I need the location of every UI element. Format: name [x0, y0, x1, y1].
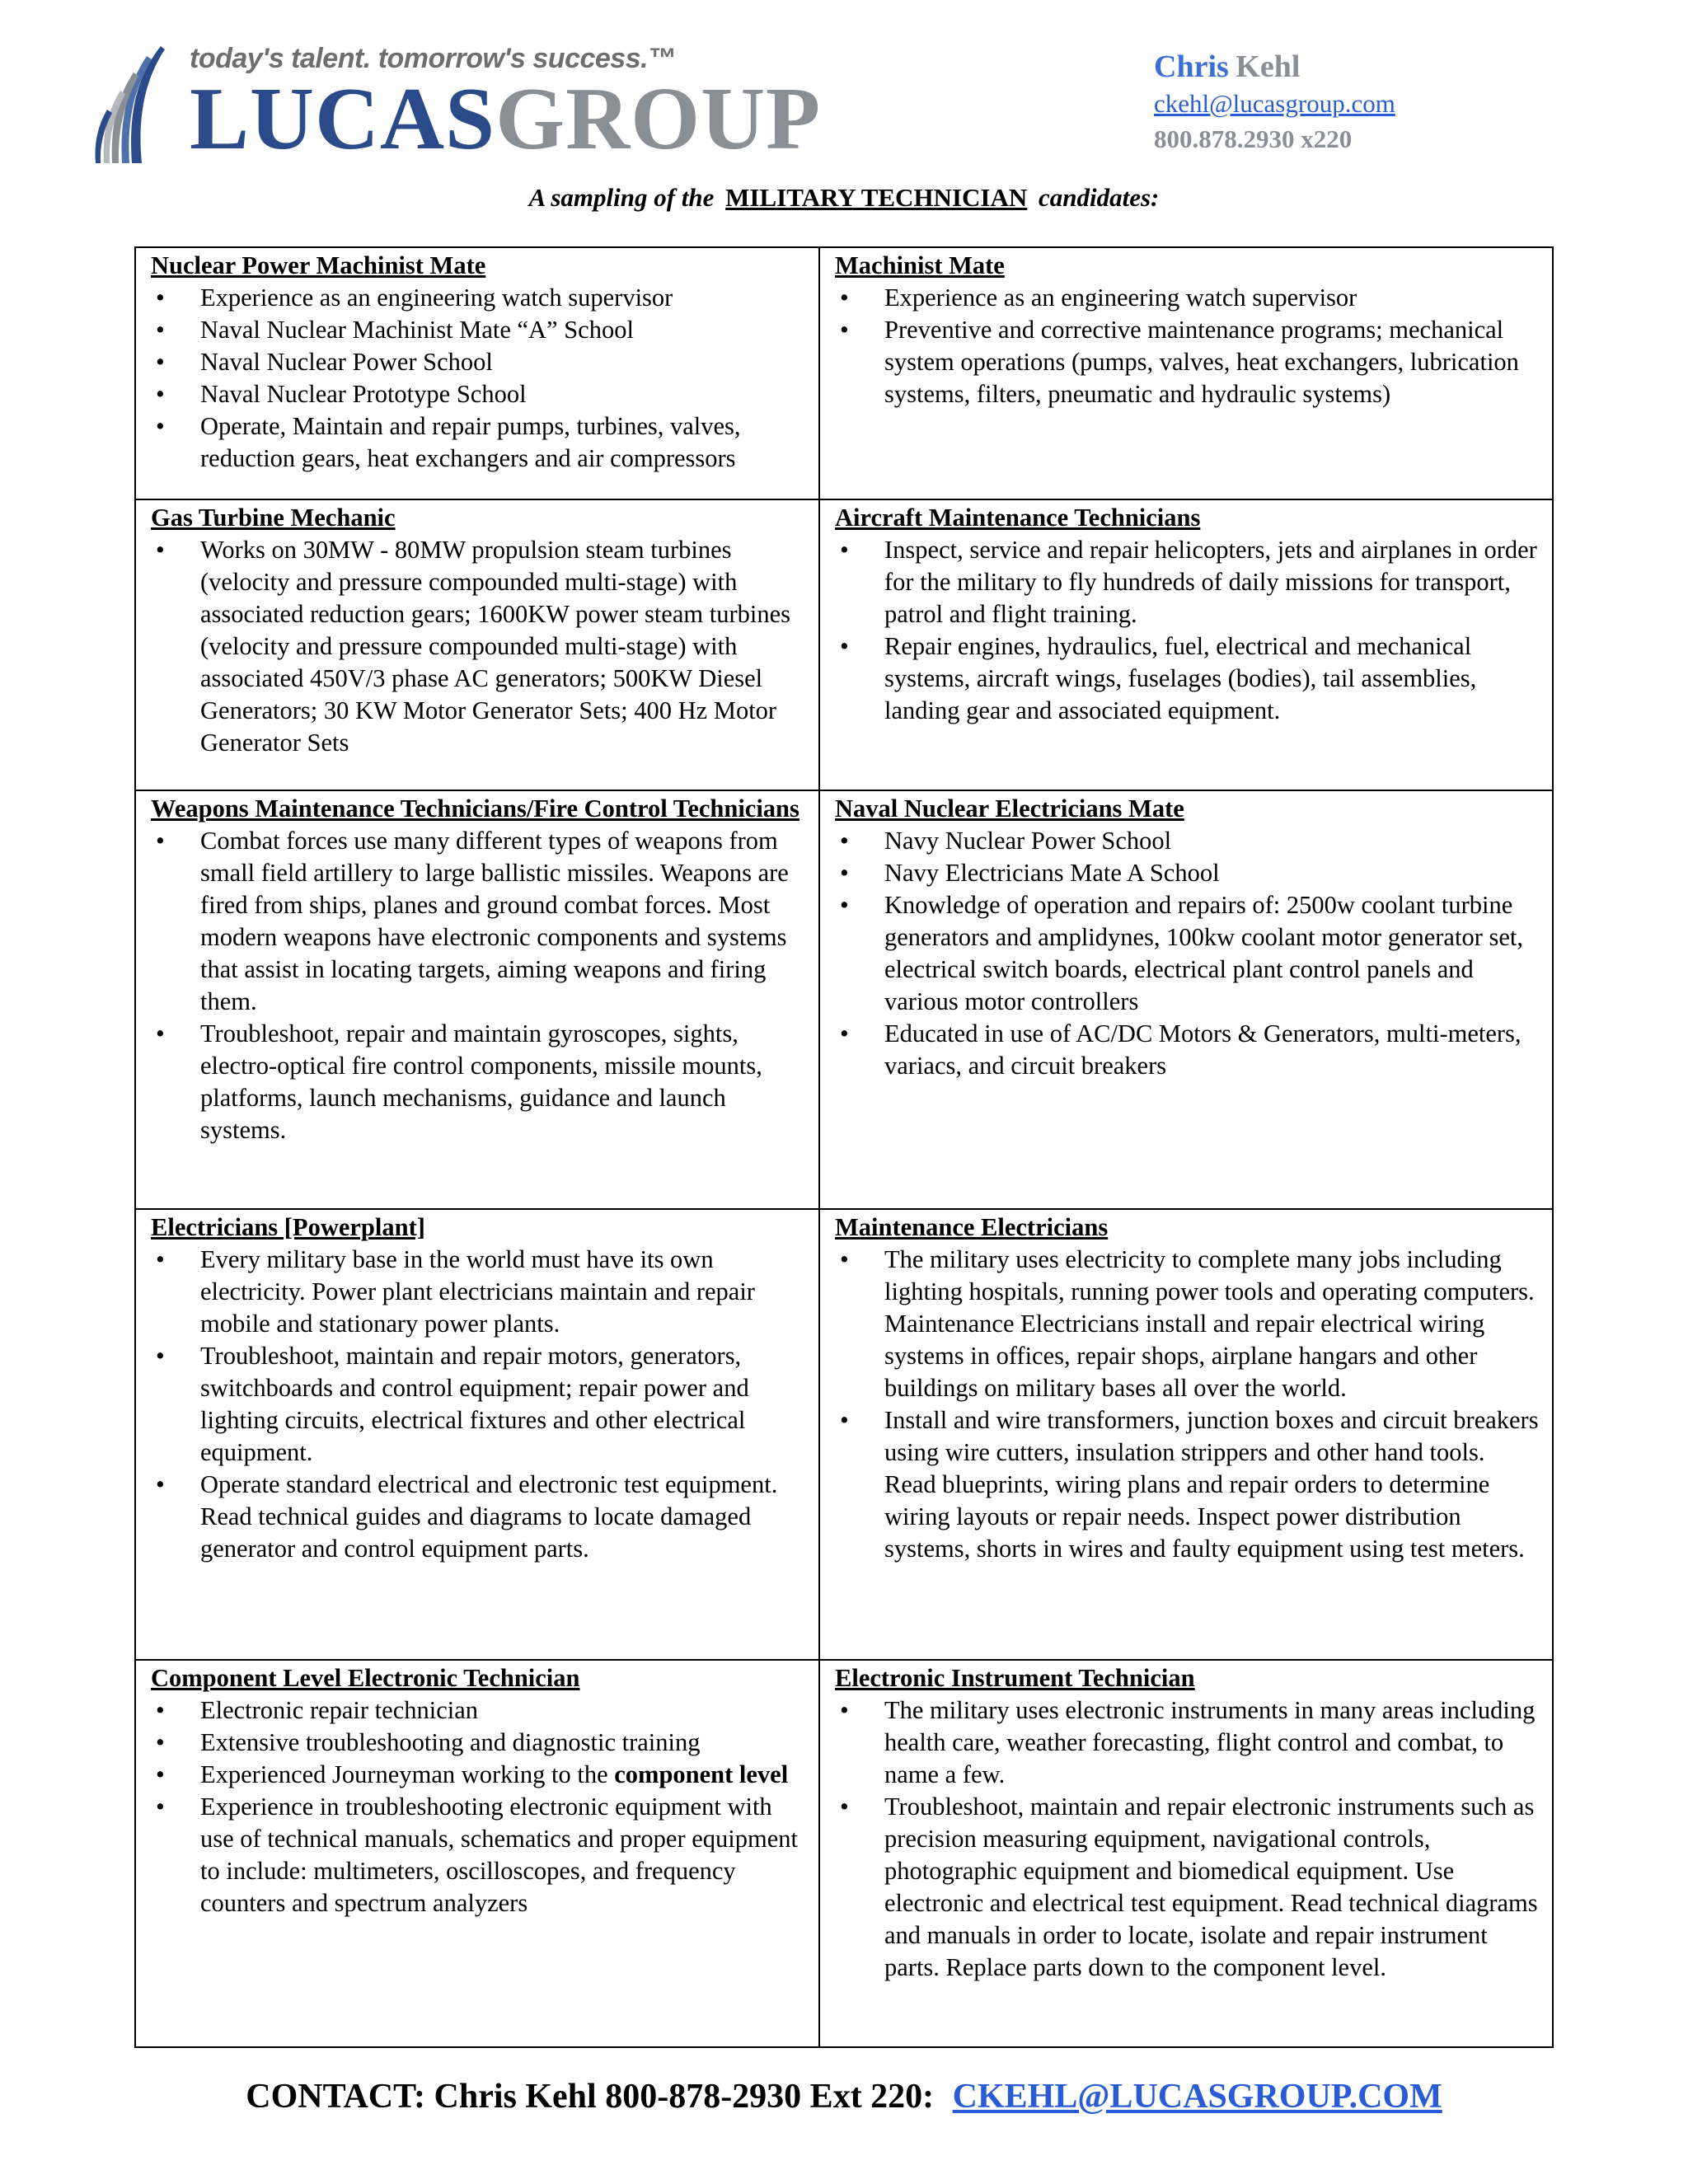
table-cell: [135, 1660, 819, 2047]
logo-tagline: today's talent. tomorrow's success.™: [190, 43, 676, 74]
subtitle-highlight: MILITARY TECHNICIAN: [725, 183, 1028, 212]
lucas-group-logo: [82, 40, 822, 168]
role-title: Component Level Electronic Technician: [151, 1664, 580, 1692]
role-title: Nuclear Power Machinist Mate: [151, 251, 486, 279]
list-item: • Navy Nuclear Power School: [835, 825, 1540, 857]
list-item: • Works on 30MW - 80MW propulsion steam turbines (velocity and pressure compounded multi-stage) with associated reduction gears; 1600KW power steam turbines (velocity and pressure compounded multi-stage) with associated 450V/3 phase AC generators; 500KW Diesel Generators; 30 KW Motor Generator Sets; 400 Hz Motor Generator Sets: [151, 534, 807, 759]
bullet-list: [835, 1244, 1540, 1565]
table-row: [135, 499, 1553, 790]
list-item: • Extensive troubleshooting and diagnostic training: [151, 1727, 807, 1759]
list-item: • Operate, Maintain and repair pumps, turbines, valves, reduction gears, heat exchangers and air compressors: [151, 410, 807, 475]
logo-word-lucas: LUCAS: [190, 70, 496, 168]
subtitle-pre: A sampling of the: [528, 183, 715, 212]
bullet-list: [151, 1244, 807, 1565]
contact-footer: [0, 2077, 1688, 2116]
logo-swoosh-icon: [82, 40, 198, 171]
bullet-list: [151, 534, 807, 759]
list-item: • Navy Electricians Mate A School: [835, 857, 1540, 889]
list-item: • Naval Nuclear Power School: [151, 346, 807, 378]
bullet-list: [835, 534, 1540, 727]
table-cell: [819, 1660, 1553, 2047]
list-item: • Every military base in the world must have its own electricity. Power plant electricians maintain and repair mobile and stationary power plants.: [151, 1244, 807, 1340]
list-item: • Experience as an engineering watch supervisor: [151, 282, 807, 314]
bullet-list: [151, 282, 807, 475]
contact-phone: 800.878.2930 x220: [1154, 124, 1353, 153]
role-title: Gas Turbine Mechanic: [151, 504, 396, 532]
table-cell: [819, 1209, 1553, 1660]
table-cell: [135, 499, 819, 790]
table-row: [135, 247, 1553, 499]
bullet-list: [835, 282, 1540, 410]
list-item: [151, 1759, 807, 1791]
list-item: • Repair engines, hydraulics, fuel, electrical and mechanical systems, aircraft wings, fuselages (bodies), tail assemblies, landing gear and associated equipment.: [835, 630, 1540, 727]
list-item: • Knowledge of operation and repairs of: 2500w coolant turbine generators and amplidynes, 100kw coolant motor generator set, electrical switch boards, electrical plant control panels and various motor controllers: [835, 889, 1540, 1018]
bullet-list: [151, 1694, 807, 1919]
table-cell: [819, 247, 1553, 499]
contact-email-link[interactable]: ckehl@lucasgroup.com: [1154, 89, 1395, 118]
role-title: Maintenance Electricians: [835, 1213, 1109, 1241]
list-item: • Combat forces use many different types of weapons from small field artillery to large ballistic missiles. Weapons are fired from ships, planes and ground combat forces. Most modern weapons have electronic components and systems that assist in locating targets, aiming weapons and firing them.: [151, 825, 807, 1018]
footer-contact-text: CONTACT: Chris Kehl 800-878-2930 Ext 220:: [246, 2078, 935, 2116]
table-cell: [819, 499, 1553, 790]
list-item: • Install and wire transformers, junction boxes and circuit breakers using wire cutters, insulation strippers and other hand tools. Read blueprints, wiring plans and repair orders to determine wiring layouts or repair needs. Inspect power distribution systems, shorts in wires and faulty equipment using test meters.: [835, 1404, 1540, 1565]
subtitle-post: candidates:: [1039, 183, 1160, 212]
bullet-list: [835, 1694, 1540, 1984]
bullet-list: [835, 825, 1540, 1082]
role-title: Machinist Mate: [835, 251, 1005, 279]
list-item: • Experience as an engineering watch supervisor: [835, 282, 1540, 314]
role-title: Electronic Instrument Technician: [835, 1664, 1195, 1692]
list-item: • Operate standard electrical and electronic test equipment. Read technical guides and diagrams to locate damaged generator and control equipment parts.: [151, 1469, 807, 1565]
role-title: Naval Nuclear Electricians Mate: [835, 794, 1184, 823]
list-item: • Inspect, service and repair helicopters, jets and airplanes in order for the military to fly hundreds of daily missions for transport, patrol and flight training.: [835, 534, 1540, 630]
list-item-text: Experienced Journeyman working to the: [200, 1760, 608, 1788]
role-title: Electricians [Powerplant]: [151, 1213, 425, 1241]
table-row: [135, 1660, 1553, 2047]
role-title: Weapons Maintenance Technicians/Fire Control Technicians: [151, 794, 799, 823]
table-row: [135, 1209, 1553, 1660]
page-subtitle: [0, 183, 1688, 213]
list-item: • Experience in troubleshooting electronic equipment with use of technical manuals, schematics and proper equipment to include: multimeters, oscilloscopes, and frequency counters and spectrum analyzers: [151, 1791, 807, 1919]
list-item: • The military uses electronic instruments in many areas including health care, weather forecasting, flight control and combat, to name a few.: [835, 1694, 1540, 1791]
list-item: • Electronic repair technician: [151, 1694, 807, 1727]
logo-word-group: GROUP: [495, 70, 822, 168]
list-item: • The military uses electricity to complete many jobs including lighting hospitals, running power tools and operating computers. Maintenance Electricians install and repair electrical wiring systems in offices, repair shops, airplane hangars and other buildings on military bases all over the world.: [835, 1244, 1540, 1404]
contact-first-name: Chris: [1154, 49, 1229, 84]
footer-email-link[interactable]: CKEHL@LUCASGROUP.COM: [952, 2078, 1442, 2116]
role-title: Aircraft Maintenance Technicians: [835, 504, 1201, 532]
table-cell: [135, 1209, 819, 1660]
list-item: • Preventive and corrective maintenance programs; mechanical system operations (pumps, valves, heat exchangers, lubrication systems, filters, pneumatic and hydraulic systems): [835, 314, 1540, 410]
list-item: • Naval Nuclear Machinist Mate “A” School: [151, 314, 807, 346]
table-cell: [819, 790, 1553, 1209]
list-item-emphasis: component level: [614, 1760, 789, 1788]
table-row: [135, 790, 1553, 1209]
list-item: • Troubleshoot, maintain and repair electronic instruments such as precision measuring equipment, navigational controls, photographic equipment and biomedical equipment. Use electronic and electrical test equipment. Read technical diagrams and manuals in order to locate, isolate and repair instrument parts. Replace parts down to the component level.: [835, 1791, 1540, 1984]
bullet-list: [151, 825, 807, 1146]
list-item: • Educated in use of AC/DC Motors & Generators, multi-meters, variacs, and circuit breakers: [835, 1018, 1540, 1082]
contact-last-name: Kehl: [1236, 49, 1301, 84]
table-cell: [135, 247, 819, 499]
recruiter-contact: [1154, 49, 1395, 157]
list-item: • Naval Nuclear Prototype School: [151, 378, 807, 410]
candidates-table: [134, 246, 1554, 2048]
logo-wordmark: [190, 66, 821, 173]
table-cell: [135, 790, 819, 1209]
list-item: • Troubleshoot, repair and maintain gyroscopes, sights, electro-optical fire control components, missile mounts, platforms, launch mechanisms, guidance and launch systems.: [151, 1018, 807, 1146]
list-item: • Troubleshoot, maintain and repair motors, generators, switchboards and control equipment; repair power and lighting circuits, electrical fixtures and other electrical equipment.: [151, 1340, 807, 1469]
